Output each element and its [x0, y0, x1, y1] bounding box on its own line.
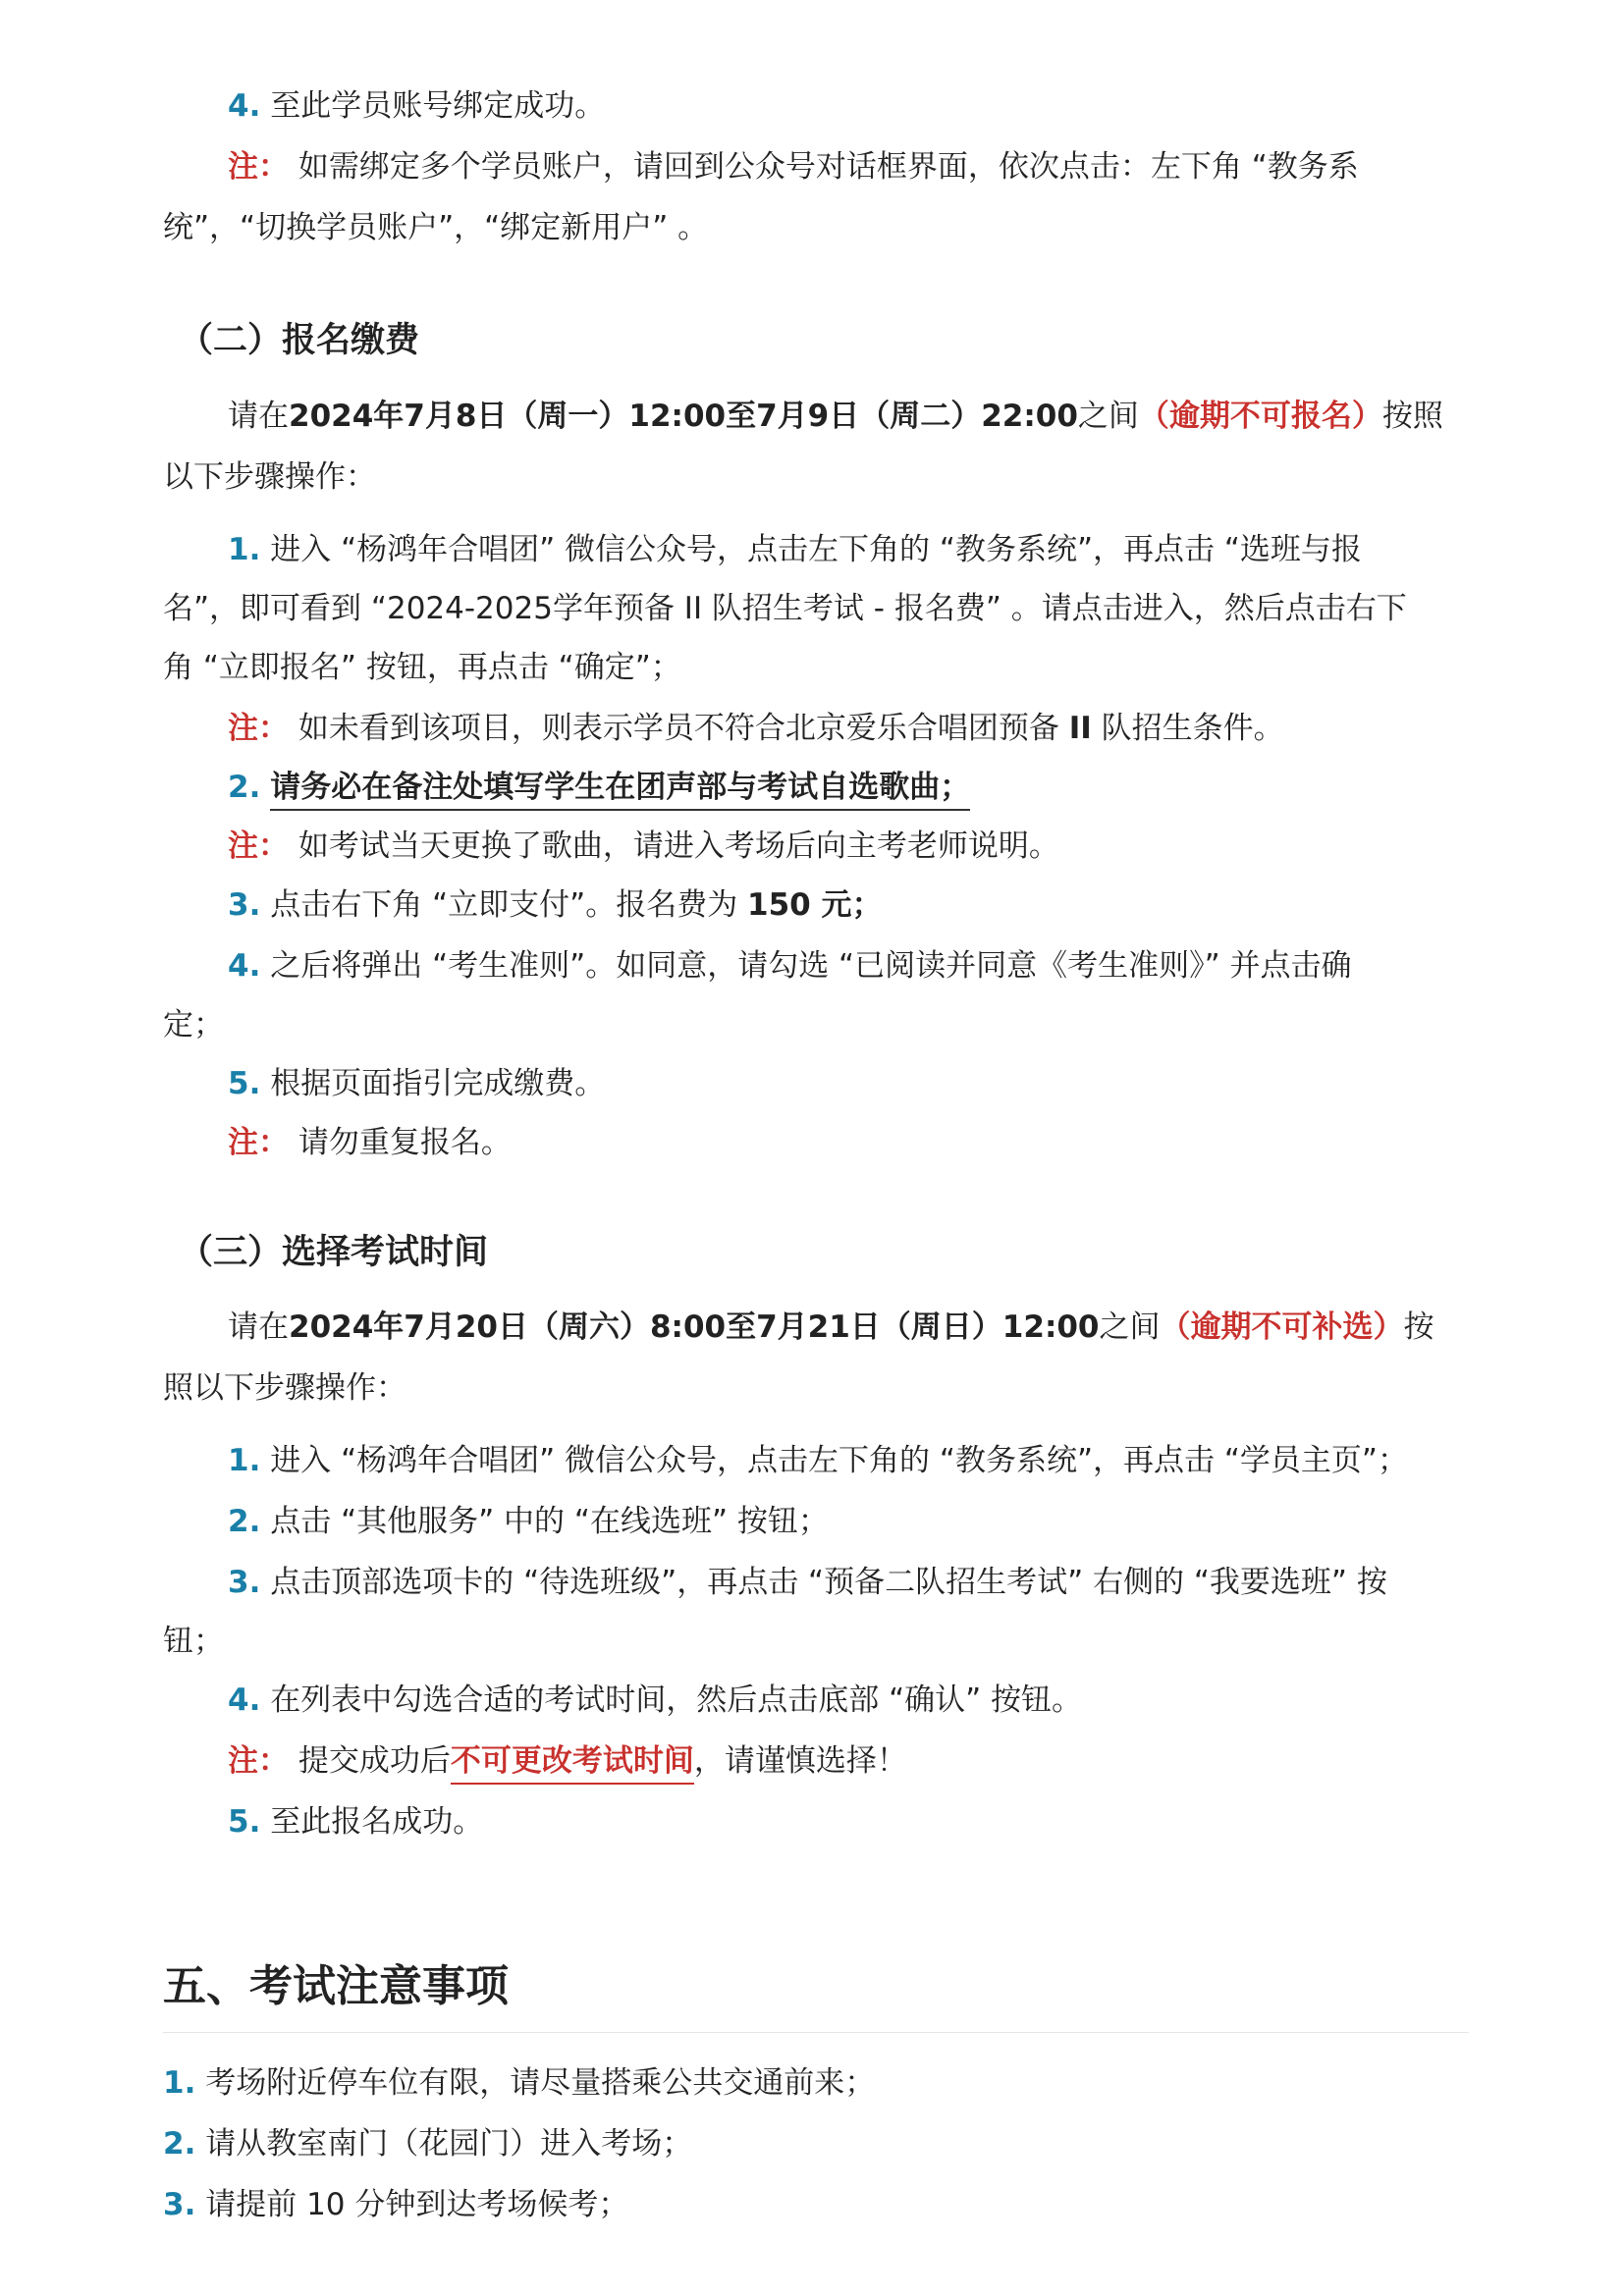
- intro-date: 2024年7月20日（周六）8:00至7月21日（周日）12:00: [289, 1309, 1100, 1345]
- step-text: 至此学员账号绑定成功。: [270, 88, 606, 124]
- section-2-note-2: [228, 825, 1059, 868]
- step-text-cont: 定；: [163, 1007, 224, 1042]
- section-2-step-5: [228, 1062, 605, 1105]
- note-text-post: ，请谨慎选择！: [693, 1743, 907, 1779]
- intro-cont: 照以下步骤操作：: [163, 1370, 406, 1406]
- note-label: 注：: [228, 1125, 289, 1160]
- intro-pre: 请在: [228, 399, 289, 434]
- note-red-underlined: 不可更改考试时间: [451, 1743, 694, 1785]
- section-2-note-1: [228, 707, 1284, 750]
- section-2-step-3: [228, 883, 883, 927]
- intro-warning: （逾期不可补选）: [1160, 1309, 1404, 1345]
- step-text: 点击 “其他服务” 中的 “在线选班” 按钮；: [270, 1504, 829, 1539]
- intro-post: 按: [1403, 1309, 1434, 1345]
- section-2-step-4: [228, 944, 1352, 988]
- note-label: 注：: [228, 711, 289, 746]
- step-number: 5.: [228, 1804, 261, 1840]
- note-text: 请勿重复报名。: [298, 1125, 512, 1160]
- section-2-step-1: [228, 528, 1362, 571]
- section-3-intro-continued: [163, 1366, 406, 1410]
- list-item: [163, 2183, 628, 2226]
- intro-mid: 之间: [1099, 1309, 1161, 1345]
- step-text: 之后将弹出 “考生准则”。如同意，请勾选 “已阅读并同意《考生准则》” 并点击确: [270, 948, 1352, 984]
- section-2-step-1-cont-1: [163, 587, 1407, 630]
- heading-divider: [163, 2032, 1469, 2033]
- note-text: 如考试当天更换了歌曲，请进入考场后向主考老师说明。: [298, 828, 1059, 864]
- note-text: 如需绑定多个学员账户，请回到公众号对话框界面，依次点击：左下角 “教务系: [298, 149, 1359, 185]
- note-text-post: 队招生条件。: [1091, 711, 1284, 746]
- step-number: 2.: [228, 1504, 261, 1539]
- item-number: 3.: [163, 2187, 196, 2222]
- step-number: 3.: [228, 887, 261, 923]
- step-text-post: ；: [851, 887, 883, 923]
- step-text-cont: 名”，即可看到 “2024-2025学年预备 II 队招生考试 - 报名费” 。请点击进入，然后点击右下: [163, 591, 1407, 626]
- section-2-intro: [228, 395, 1443, 438]
- step-number: 4.: [228, 948, 261, 984]
- step-text: 进入 “杨鸿年合唱团” 微信公众号，点击左下角的 “教务系统”，再点击 “学员主页”；: [270, 1443, 1408, 1478]
- step-text-cont: 钮；: [163, 1624, 224, 1659]
- section-3-step-5: [228, 1800, 483, 1843]
- section-3-intro: [228, 1306, 1434, 1349]
- item-text: 请从教室南门（花园门）进入考场；: [205, 2126, 693, 2162]
- intro-post: 按照: [1381, 399, 1443, 434]
- fee-amount: 150 元: [747, 887, 852, 923]
- section-3-step-1: [228, 1439, 1408, 1482]
- item-text: 请提前 10 分钟到达考场候考；: [205, 2187, 629, 2222]
- step-text: 进入 “杨鸿年合唱团” 微信公众号，点击左下角的 “教务系统”，再点击 “选班与报: [270, 532, 1362, 567]
- note-text-cont: 统”，“切换学员账户”，“绑定新用户” 。: [163, 210, 709, 245]
- note-text: 如未看到该项目，则表示学员不符合北京爱乐合唱团预备: [298, 711, 1069, 746]
- list-item: [163, 2122, 692, 2165]
- step-number: 4.: [228, 88, 261, 124]
- item-text: 考场附近停车位有限，请尽量搭乘公共交通前来；: [205, 2065, 876, 2101]
- note-label: 注：: [228, 828, 289, 864]
- section-2-heading: （二）报名缴费: [179, 321, 420, 360]
- step-number: 3.: [228, 1565, 261, 1600]
- intro-pre: 请在: [228, 1309, 289, 1345]
- section-5-heading: 五、考试注意事项: [163, 1961, 509, 2011]
- step-number: 2.: [228, 770, 261, 805]
- section-3-note: [228, 1739, 907, 1783]
- intro-cont: 以下步骤操作：: [163, 459, 376, 495]
- item-number: 2.: [163, 2126, 196, 2162]
- step-text: 在列表中勾选合适的考试时间，然后点击底部 “确认” 按钮。: [270, 1682, 1083, 1718]
- note-text: 提交成功后: [298, 1743, 451, 1779]
- section-2-step-1-cont-2: [163, 646, 681, 689]
- bind-step-4: [228, 84, 605, 128]
- step-text: 点击顶部选项卡的 “待选班级”，再点击 “预备二队招生考试” 右侧的 “我要选班” 按: [270, 1565, 1387, 1600]
- section-2-step-4-cont: [163, 1003, 224, 1046]
- section-2-intro-continued: [163, 455, 376, 499]
- note-label: 注：: [228, 149, 289, 185]
- intro-warning: （逾期不可报名）: [1138, 399, 1382, 434]
- section-3-step-2: [228, 1500, 829, 1543]
- note-bold: II: [1068, 711, 1092, 746]
- section-3-heading: （三）选择考试时间: [179, 1233, 489, 1272]
- step-number: 4.: [228, 1682, 261, 1718]
- list-item: [163, 2061, 875, 2105]
- step-text: 根据页面指引完成缴费。: [270, 1066, 606, 1101]
- section-3-step-4: [228, 1679, 1082, 1722]
- section-2-note-3: [228, 1121, 512, 1164]
- intro-date: 2024年7月8日（周一）12:00至7月9日（周二）22:00: [289, 399, 1078, 434]
- section-2-step-2: [228, 766, 970, 809]
- step-text-underlined: 请务必在备注处填写学生在团声部与考试自选歌曲；: [270, 770, 970, 811]
- step-text-cont: 角 “立即报名” 按钮，再点击 “确定”；: [163, 650, 681, 685]
- section-3-step-3-cont: [163, 1620, 224, 1663]
- intro-mid: 之间: [1077, 399, 1139, 434]
- step-number: 1.: [228, 1443, 261, 1478]
- step-number: 5.: [228, 1066, 261, 1101]
- bind-note: [228, 145, 1359, 188]
- note-label: 注：: [228, 1743, 289, 1779]
- step-number: 1.: [228, 532, 261, 567]
- section-3-step-3: [228, 1561, 1387, 1604]
- item-number: 1.: [163, 2065, 196, 2101]
- bind-note-continued: [163, 206, 708, 249]
- step-text: 至此报名成功。: [270, 1804, 484, 1840]
- step-text: 点击右下角 “立即支付”。报名费为: [270, 887, 748, 923]
